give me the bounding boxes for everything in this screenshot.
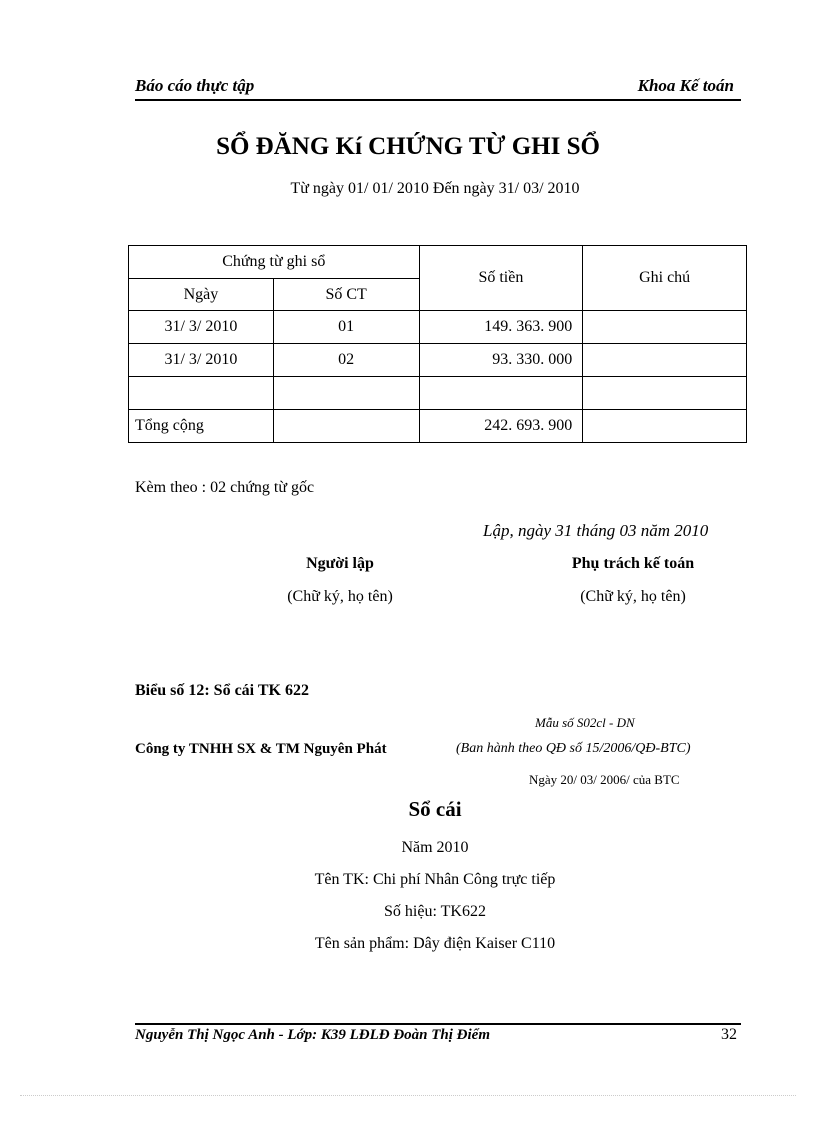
ledger-account-name: Tên TK: Chi phí Nhân Công trực tiếp bbox=[314, 871, 556, 888]
cell-note bbox=[583, 377, 747, 410]
header-amount: Số tiền bbox=[419, 246, 583, 311]
company-name: Công ty TNHH SX & TM Nguyên Phát bbox=[135, 741, 387, 757]
cell-voucher-no bbox=[273, 377, 419, 410]
register-period: Từ ngày 01/ 01/ 2010 Đến ngày 31/ 03/ 2010 bbox=[290, 180, 580, 197]
cell-amount: 149. 363. 900 bbox=[419, 311, 583, 344]
header-voucher-group: Chứng từ ghi sổ bbox=[129, 246, 420, 279]
page-edge-divider bbox=[20, 1095, 796, 1096]
cell-note bbox=[583, 311, 747, 344]
cell-amount: 93. 330. 000 bbox=[419, 344, 583, 377]
cell-voucher-no: 02 bbox=[273, 344, 419, 377]
total-empty-cell bbox=[273, 410, 419, 443]
ledger-year: Năm 2010 bbox=[401, 839, 469, 856]
form-code: Mẫu số S02cl - DN bbox=[535, 715, 635, 730]
accountant-signature-note: (Chữ ký, họ tên) bbox=[580, 588, 686, 605]
section-label: Biểu số 12: Sổ cái TK 622 bbox=[135, 682, 309, 699]
preparer-signature-note: (Chữ ký, họ tên) bbox=[287, 588, 393, 605]
cell-date bbox=[129, 377, 274, 410]
preparer-title: Người lập bbox=[306, 555, 374, 572]
form-reference: (Ban hành theo QĐ số 15/2006/QĐ-BTC) bbox=[456, 741, 691, 756]
header-note: Ghi chú bbox=[583, 246, 747, 311]
header-left-text: Báo cáo thực tập bbox=[135, 76, 255, 95]
total-row bbox=[129, 410, 747, 443]
header-rule bbox=[135, 99, 741, 101]
table-row bbox=[129, 377, 747, 410]
cell-note bbox=[583, 344, 747, 377]
register-table bbox=[128, 245, 747, 443]
footer-rule bbox=[135, 1023, 741, 1025]
table-row bbox=[129, 311, 747, 344]
total-amount: 242. 693. 900 bbox=[419, 410, 583, 443]
register-title: SỔ ĐĂNG Kí CHỨNG TỪ GHI SỔ bbox=[216, 133, 600, 160]
ledger-product: Tên sản phẩm: Dây điện Kaiser C110 bbox=[314, 935, 556, 952]
table-row bbox=[129, 344, 747, 377]
total-label: Tổng cộng bbox=[129, 410, 274, 443]
header-date: Ngày bbox=[129, 279, 274, 311]
ledger-account-no: Số hiệu: TK622 bbox=[384, 903, 486, 920]
cell-date: 31/ 3/ 2010 bbox=[129, 311, 274, 344]
sign-date: Lập, ngày 31 tháng 03 năm 2010 bbox=[483, 521, 709, 540]
cell-amount bbox=[419, 377, 583, 410]
footer-author: Nguyễn Thị Ngọc Anh - Lớp: K39 LĐLĐ Đoàn Thị Điểm bbox=[135, 1027, 490, 1043]
cell-date: 31/ 3/ 2010 bbox=[129, 344, 274, 377]
header-right-text: Khoa Kế toán bbox=[637, 76, 734, 95]
accountant-title: Phụ trách kế toán bbox=[571, 555, 695, 572]
form-date: Ngày 20/ 03/ 2006/ của BTC bbox=[529, 772, 680, 787]
ledger-title: Sổ cái bbox=[408, 797, 462, 821]
header-voucher-no: Số CT bbox=[273, 279, 419, 311]
attachment-note: Kèm theo : 02 chứng từ gốc bbox=[135, 479, 315, 496]
page-number: 32 bbox=[721, 1026, 737, 1043]
cell-voucher-no: 01 bbox=[273, 311, 419, 344]
total-note-cell bbox=[583, 410, 747, 443]
